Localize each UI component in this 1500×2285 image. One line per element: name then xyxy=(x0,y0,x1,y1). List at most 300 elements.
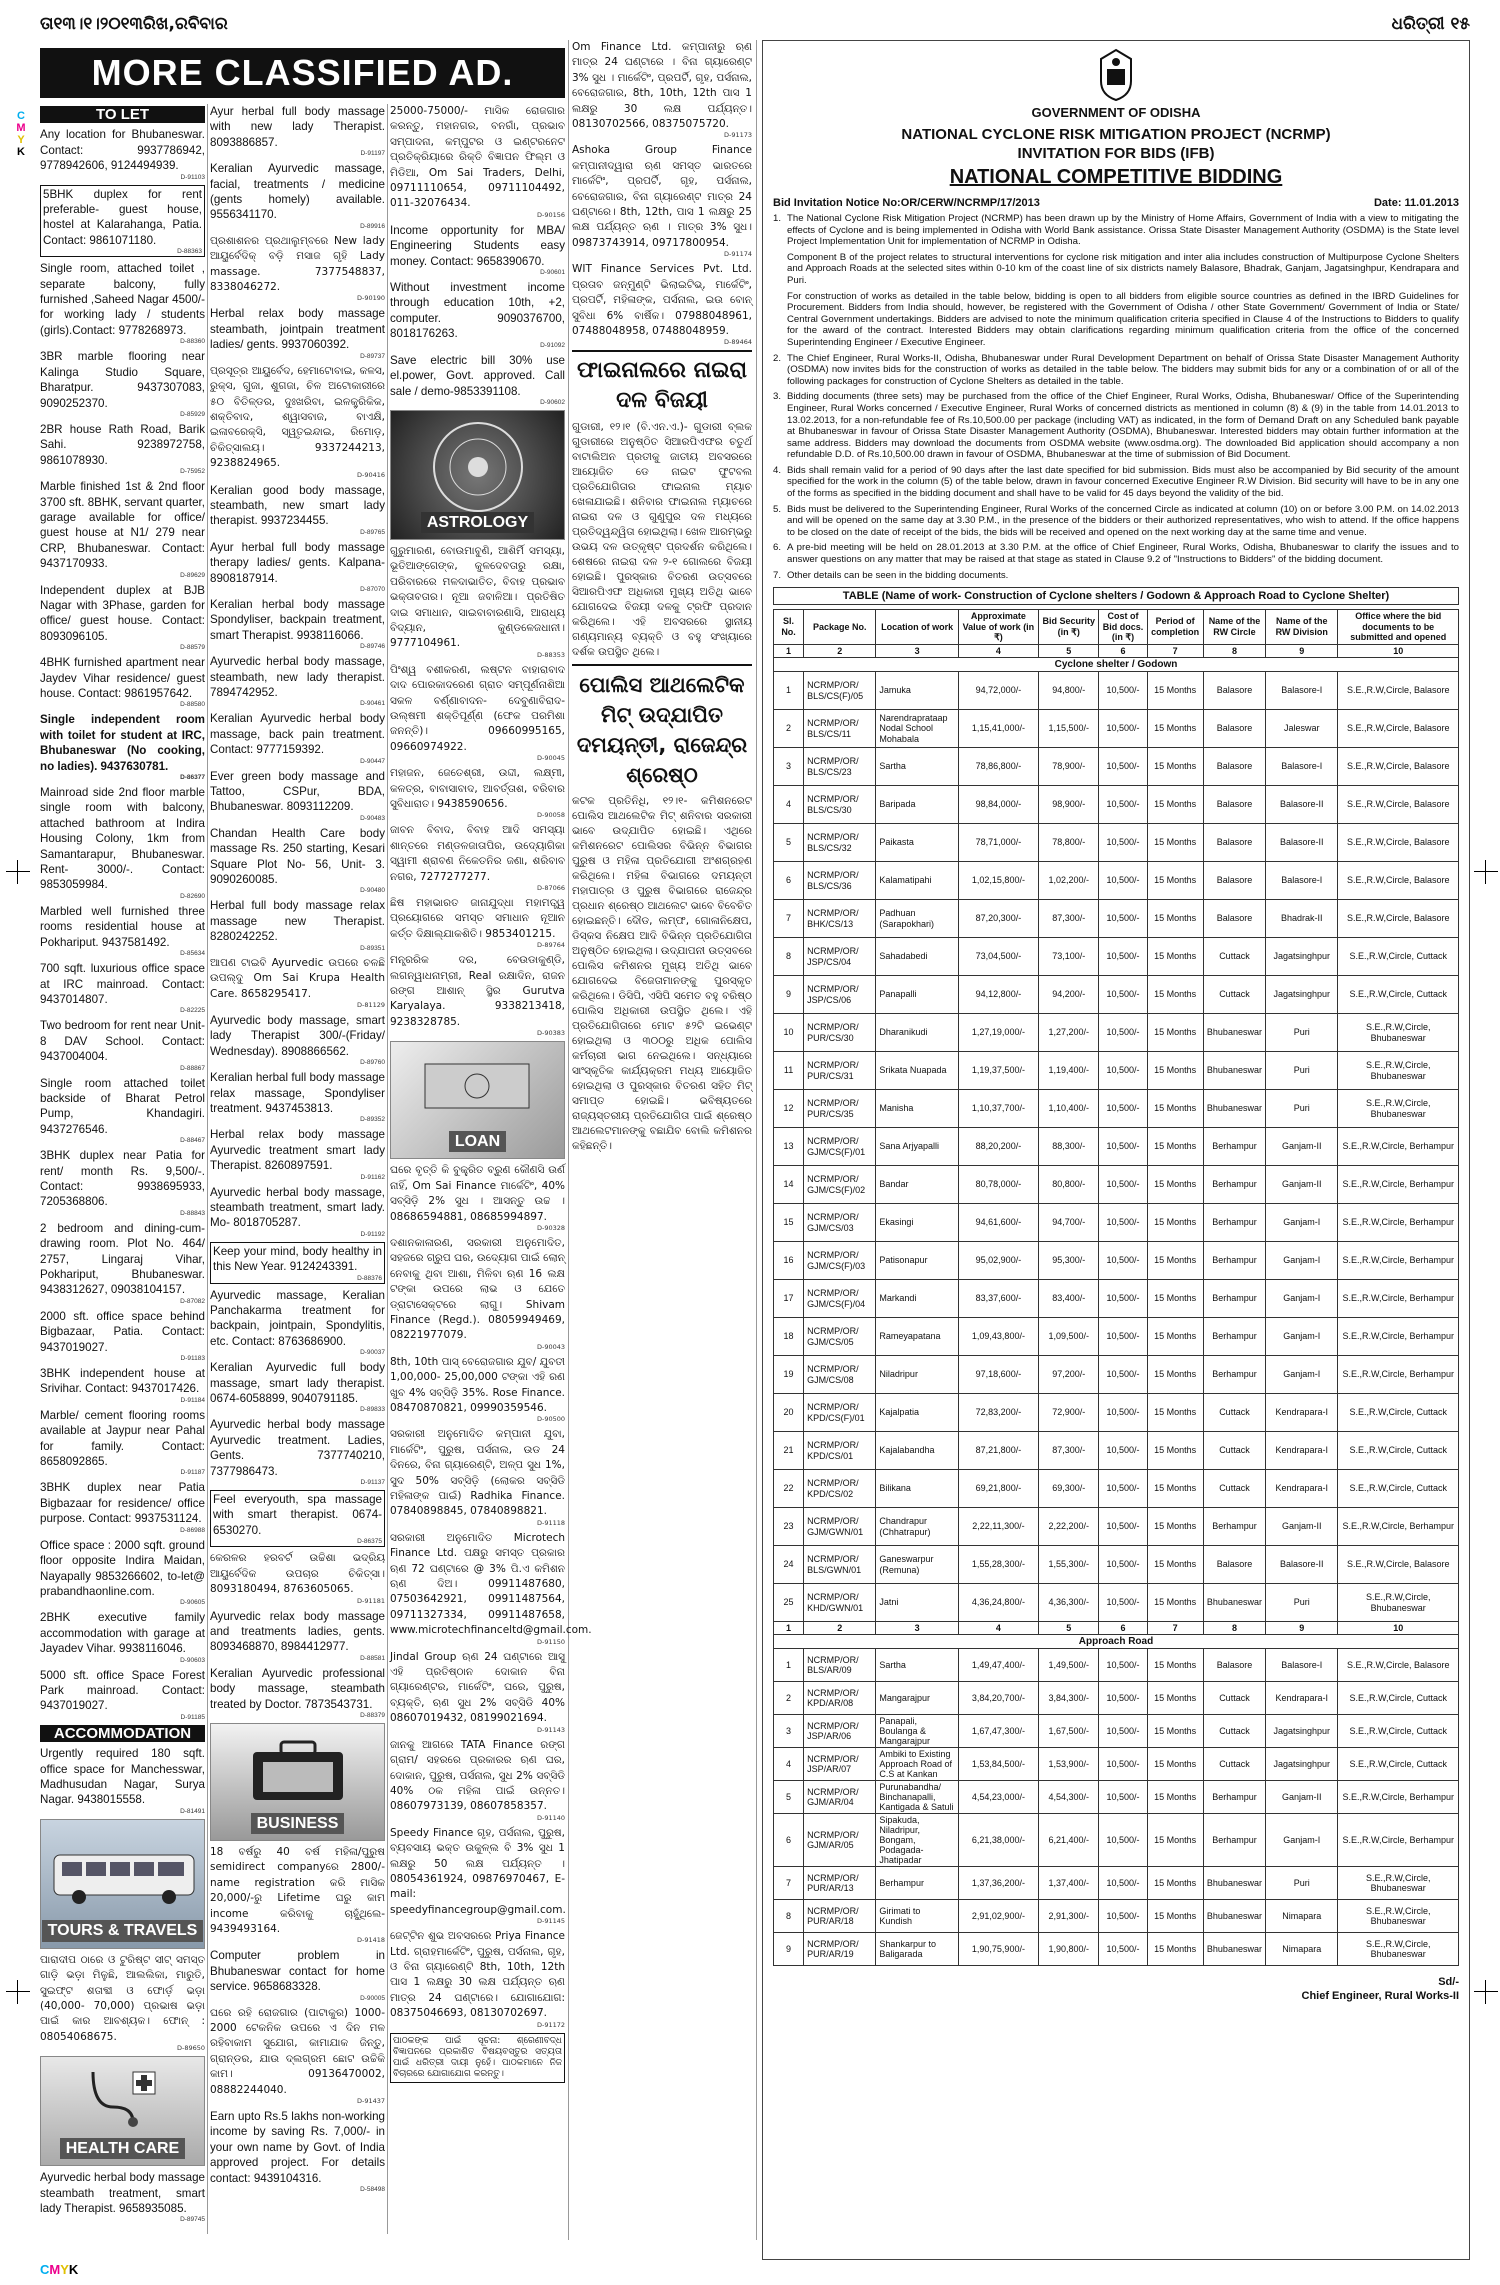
table-cell: 15 Months xyxy=(1147,672,1203,710)
table-cell: NCRMP/OR/ BLS/CS/23 xyxy=(804,748,876,786)
ad-text: Office space : 2000 sqft. ground floor opposite Indira Maidan, Nayapally 9853266602, to-let@ prabandhaonline.com. xyxy=(40,1538,205,1598)
table-cell: Cuttack xyxy=(1203,1470,1265,1508)
classified-ad xyxy=(390,1236,565,1351)
table-cell: Sartha xyxy=(876,748,958,786)
ad-code: D-90156 xyxy=(536,210,565,219)
ad-text: 2BR house Rath Road, Barik Sahi. 9238972758, 9861078930. xyxy=(40,422,205,467)
table-cell: Kendrapara-I xyxy=(1266,1432,1338,1470)
table-cell: 15 Months xyxy=(1147,1052,1203,1090)
ad-code: D-85929 xyxy=(180,410,205,418)
classified-ad xyxy=(40,261,205,345)
classified-ad xyxy=(390,280,565,349)
ad-code: D-90328 xyxy=(536,1223,565,1232)
ad-text: Keralian herbal full body massage relax massage, Spondyliser treatment. 9437453813. xyxy=(210,1071,385,1115)
ad-text: Herbal full body massage relax massage new Therapist. 8280242252. xyxy=(210,899,385,944)
subheading-cell: Approach Road xyxy=(774,1635,1459,1649)
table-row xyxy=(774,862,1459,900)
table-cell: 1,55,300/- xyxy=(1039,1546,1099,1584)
column-number: 2 xyxy=(804,1622,876,1635)
table-cell: 1,37,400/- xyxy=(1039,1867,1099,1900)
table-cell: NCRMP/OR/ KPD/CS/02 xyxy=(804,1470,876,1508)
para-text: For construction of works as detailed in the table below, bidding is open to all bidders from eligible source countries as defined in the IBRD Guidelines for Procurement. Bidders from India should, however, be registered with the Government of Odisha / other State Government/ Government of India or State/ Central Government undertakings. Bidders are advised to note the minimum qualification criteria specified in Clause 4 of the Instructions to Bidders to qualify for the award of the contract. Interested Bidders may obtain clarifications regarding minimum qualification criteria from the office of the concerned Superintending Engineer / Executive Engineer. xyxy=(787,290,1459,348)
table-cell: Narendraprataap Nodal School Mohabala xyxy=(876,710,958,748)
column-number: 3 xyxy=(876,644,958,658)
ad-code: D-91118 xyxy=(536,1518,565,1527)
table-cell: Ganjam-I xyxy=(1266,1356,1338,1394)
classified-ad xyxy=(390,896,565,949)
stethoscope-icon xyxy=(83,2067,163,2127)
ad-text: Urgently required 180 sqft. office space for Manchesswar, Madhusudan Nagar, Surya Nagar. 9438015558. xyxy=(40,1747,205,1807)
headline-football: ଫାଇନାଲରେ ନାଇରା ଦଳ ବିଜୟୀ xyxy=(572,350,752,416)
classified-ad xyxy=(40,422,205,475)
health-care-image xyxy=(40,2056,205,2166)
table-cell: 10,500/- xyxy=(1099,976,1147,1014)
table-cell: S.E.,R.W,Circle, Balasore xyxy=(1338,672,1459,710)
table-cell: 8 xyxy=(774,938,804,976)
table-row xyxy=(774,1128,1459,1166)
table-cell: Berhampur xyxy=(1203,1781,1265,1814)
ad-code: D-85634 xyxy=(180,950,205,958)
table-cell: Bhubaneswar xyxy=(1203,1014,1265,1052)
bid-notice-line xyxy=(773,197,1459,209)
table-cell: 15 Months xyxy=(1147,1900,1203,1933)
ad-code: D-58498 xyxy=(360,2186,385,2194)
classified-ad xyxy=(572,40,752,139)
table-cell: 10,500/- xyxy=(1099,1128,1147,1166)
table-cell: 15 Months xyxy=(1147,1508,1203,1546)
table-cell: 7 xyxy=(774,1867,804,1900)
table-cell: Cuttack xyxy=(1203,976,1265,1014)
table-cell: 10,500/- xyxy=(1099,1052,1147,1090)
table-cell: 98,900/- xyxy=(1039,786,1099,824)
classified-ad xyxy=(40,479,205,578)
table-cell: 15 Months xyxy=(1147,1748,1203,1781)
table-cell: 15 Months xyxy=(1147,1933,1203,1966)
ad-code: D-91092 xyxy=(540,341,565,349)
table-cell: 15 Months xyxy=(1147,1280,1203,1318)
table-cell: 10,500/- xyxy=(1099,824,1147,862)
classified-ad xyxy=(390,1531,592,1646)
table-cell: 15 Months xyxy=(1147,1166,1203,1204)
ad-text: Ayurvedic herbal body massage, steambath treatment, smart lady. Mo- 8018705287. xyxy=(210,1185,385,1230)
health-ad: Ayurvedic herbal body massage steambath treatment, smart lady Therapist. 9658935085. D-89745 xyxy=(40,2171,205,2224)
classified-ad xyxy=(390,1826,565,1925)
classified-ad xyxy=(210,1948,385,2001)
table-cell: 10,500/- xyxy=(1099,786,1147,824)
table-cell: Kajalabandha xyxy=(876,1432,958,1470)
ad-text: Keralian Ayurvedic massage, facial, treatments / medicine (gents homely) available. 9556341170. xyxy=(210,162,385,222)
ad-text: Ayur herbal full body massage therapy ladies/ gents. Kalpana- 8908187914. xyxy=(210,540,385,585)
table-cell: Jagatsinghpur xyxy=(1266,1715,1338,1748)
table-cell: Jagatsinghpur xyxy=(1266,938,1338,976)
classified-ad xyxy=(210,2006,385,2105)
ad-code: D-81129 xyxy=(356,1000,385,1009)
table-cell: 1,37,36,200/- xyxy=(958,1867,1038,1900)
ad-code: D-89352 xyxy=(360,1116,385,1124)
table-cell: 21 xyxy=(774,1432,804,1470)
table-cell: 15 Months xyxy=(1147,1090,1203,1128)
tender-paragraph xyxy=(773,291,1459,349)
table-cell: 1,53,84,500/- xyxy=(958,1748,1038,1781)
table-cell: Jaleswar xyxy=(1266,710,1338,748)
registration-mark xyxy=(1474,1980,1498,2004)
table-cell: Padhuan (Sarapokhari) xyxy=(876,900,958,938)
table-cell: Cuttack xyxy=(1203,1432,1265,1470)
table-cell: Puri xyxy=(1266,1867,1338,1900)
table-cell: S.E.,R.W,Circle, Cuttack xyxy=(1338,976,1459,1014)
table-cell: 15 Months xyxy=(1147,900,1203,938)
astrology-label: ASTROLOGY xyxy=(421,512,534,533)
table-row xyxy=(774,1781,1459,1814)
table-cell: 2,22,11,300/- xyxy=(958,1508,1038,1546)
ad-text: Two bedroom for rent near Unit-8 DAV School. Contact: 9437004004. xyxy=(40,1019,205,1064)
table-cell: 15 Months xyxy=(1147,1432,1203,1470)
table-cell: Kendrapara-I xyxy=(1266,1394,1338,1432)
ad-code: D-90480 xyxy=(360,887,385,895)
table-cell: Srikata Nuapada xyxy=(876,1052,958,1090)
para-text: The Chief Engineer, Rural Works-II, Odisha, Bhubaneswar under Rural Development Department on behalf of Orissa State Disaster Management Authority (OSDMA) now invites bids for the construction of works as detailed in the table below. The bidders may submit bids for any or a combination of or all of the following packages for construction of Cyclone Shelters as detailed in the table. xyxy=(787,352,1459,387)
business-ads-list xyxy=(210,1845,385,2193)
table-cell: 11 xyxy=(774,1052,804,1090)
column-number: 5 xyxy=(1039,1622,1099,1635)
table-cell: S.E.,R.W,Circle, Balasore xyxy=(1338,824,1459,862)
table-cell: Puri xyxy=(1266,1090,1338,1128)
ad-code: D-89464 xyxy=(723,338,752,347)
classified-ad xyxy=(40,185,205,258)
classified-ad xyxy=(210,1242,385,1284)
table-cell: 10,500/- xyxy=(1099,900,1147,938)
ad-code: D-91145 xyxy=(536,1917,565,1926)
table-cell: 73,100/- xyxy=(1039,938,1099,976)
classified-ad xyxy=(210,654,385,707)
ad-code: D-91181 xyxy=(356,1596,385,1605)
column-header: Office where the bid documents to be submitted and opened xyxy=(1338,610,1459,645)
ad-text: Save electric bill 30% use el.power, Govt. approved. Call sale / demo-9853391108. xyxy=(390,353,565,398)
column-number: 3 xyxy=(876,1622,958,1635)
ad-text: 3BHK independent house at Srivihar. Contact: 9437017426. xyxy=(40,1367,205,1396)
table-cell: 18 xyxy=(774,1318,804,1356)
ad-text: ପିଂଶ୍ୱ ବଶୀକରଣ, ଲଷ୍ଟନ ବାହାରାବାଦ ଦାଦ ପୋରକାଦରେଣ ଗ୍ରାତ ସମ୍ପୂର୍ଣନାଶିଆ ସକଳ ବର୍ଣ୍ଣାବାଦନ- ଦେବୁଣାବିରାଦ- ଉଲ୍ଷମୀ ଶକ୍ତିପୂର୍ଣ୍ଣ (ଫେକ ପରମିଶା ଜନନ୍ତି)। 09660995165, 09660974922. xyxy=(390,663,565,753)
table-cell: Kendrapara-I xyxy=(1266,1470,1338,1508)
para-text: The National Cyclone Risk Mitigation Project (NCRMP) has been drawn up by the Ministry of Home Affairs, Government of India with a view to mitigating the effects of Cyclone and is being implemented in Odisha with World Bank assistance. Orissa State Disaster Management Authority (OSDMA) is the State level Project Implementation Unit for implementation of NCRMP in Odisha. xyxy=(787,213,1459,248)
table-cell: S.E.,R.W,Circle, Berhampur xyxy=(1338,1280,1459,1318)
table-cell: 94,12,800/- xyxy=(958,976,1038,1014)
ad-text: Without investment income through education 10th, +2, computer. 9090376700, 8018176263. xyxy=(390,281,565,341)
table-cell: Berhampur xyxy=(1203,1204,1265,1242)
table-row xyxy=(774,1166,1459,1204)
table-cell: 1 xyxy=(774,672,804,710)
ad-code: D-91192 xyxy=(360,1230,385,1238)
table-cell: S.E.,R.W,Circle, Bhubaneswar xyxy=(1338,1867,1459,1900)
table-cell: S.E.,R.W,Circle, Cuttack xyxy=(1338,1682,1459,1715)
ad-code: D-89764 xyxy=(536,941,565,950)
table-cell: Berhampur xyxy=(1203,1318,1265,1356)
headline-athletic-meet: ପୋଲିସ ଆଥଲେଟିକ ମିଟ୍ ଉଦ୍‌ଯାପିତ ଦମୟନ୍ତୀ, ରାଜେନ୍ଦ୍ର ଶ୍ରେଷ୍ଠ xyxy=(572,664,752,790)
ad-code: D-90605 xyxy=(180,1599,205,1607)
table-cell: 1,67,47,300/- xyxy=(958,1715,1038,1748)
table-cell: 78,71,000/- xyxy=(958,824,1038,862)
ad-code: D-87066 xyxy=(536,884,565,893)
para-text: Component B of the project relates to structural interventions for cyclone risk mitigation and inter alia includes construction of Multipurpose Cyclone Shelters and Approach Roads at the selected sites within 0-10 km of the coast line of six districts namely Balasore, Bhadrak, Ganjam, Jagatsinghpur, Kendrapara and Puri. xyxy=(787,251,1459,286)
table-cell: 12 xyxy=(774,1090,804,1128)
massage-ads-list xyxy=(210,104,385,1719)
table-cell: 1,19,400/- xyxy=(1039,1052,1099,1090)
table-cell: Ganjam-I xyxy=(1266,1242,1338,1280)
table-row xyxy=(774,1090,1459,1128)
table-cell: 10,500/- xyxy=(1099,1933,1147,1966)
table-cell: 1,19,37,500/- xyxy=(958,1052,1038,1090)
table-cell: 88,300/- xyxy=(1039,1128,1099,1166)
table-cell: 2,91,300/- xyxy=(1039,1900,1099,1933)
classified-ad xyxy=(390,1163,565,1232)
classified-ad xyxy=(40,655,205,708)
table-cell: 15 Months xyxy=(1147,1242,1203,1280)
table-row xyxy=(774,1280,1459,1318)
ad-code: D-86377 xyxy=(180,774,205,782)
table-body xyxy=(774,658,1459,1966)
table-cell: 1,10,400/- xyxy=(1039,1090,1099,1128)
table-cell: Manisha xyxy=(876,1090,958,1128)
classified-ad xyxy=(210,769,385,822)
table-cell: NCRMP/OR/ GJM/CS/03 xyxy=(804,1204,876,1242)
table-cell: 5 xyxy=(774,824,804,862)
table-cell: 2,22,200/- xyxy=(1039,1508,1099,1546)
table-cell: 15 Months xyxy=(1147,1814,1203,1867)
ad-code: D-90043 xyxy=(536,1342,565,1351)
table-cell: Berhampur xyxy=(1203,1242,1265,1280)
table-cell: Berhampur xyxy=(1203,1166,1265,1204)
ad-text: 5BHK duplex for rent preferable- guest house, hostel at Kalarahanga, Patia. Contact: 9861071180. xyxy=(43,187,202,247)
table-cell: S.E.,R.W,Circle, Cuttack xyxy=(1338,1748,1459,1781)
table-cell: 9 xyxy=(774,1933,804,1966)
ad-text: Marble/ cement flooring rooms available at Jaypur near Pahal for family. Contact: 8658092865. xyxy=(40,1408,205,1469)
ad-text: ସରକାରୀ ଅନୁମୋଦିତ କମ୍ପାନୀ ଯୁବା, ମାର୍କେଟିଂ, ପୁରୁଷ, ପର୍ସନାଲ, ଉଡ 24 ଦିନରେ, ବିନା ଗ୍ୟାରେଣ୍ଟି, ଅଳ୍ପ ସୁଧ 1%, ସୁଦ 50% ସବ୍ସିଡ଼ି (ଲୋକର ସବ୍ସିଡି ମହିଳାଙ୍କ ପାଇଁ) Radhika Finance. 07840898845, 07840898821. xyxy=(390,1428,565,1518)
ad-code: D-88581 xyxy=(360,1654,385,1662)
para-text: Other details can be seen in the bidding documents. xyxy=(787,569,1009,581)
table-cell: 10,500/- xyxy=(1099,1546,1147,1584)
table-cell: Niladripur xyxy=(876,1356,958,1394)
para-text: A pre-bid meeting will be held on 28.01.2013 at 3.30 P.M. at the office of Chief Engineer, Rural Works, Odisha, Bhubaneswar to clarify the issues and to answer questions on any matter that may be raised at that stage as stated in Clause 9.2 of "Instructions to Bidders" of the bidding document. xyxy=(787,542,1459,566)
column-number: 4 xyxy=(958,644,1038,658)
table-cell: NCRMP/OR/ KPD/AR/08 xyxy=(804,1682,876,1715)
table-cell: S.E.,R.W,Circle, Bhubaneswar xyxy=(1338,1090,1459,1128)
to-let-list xyxy=(40,127,205,1720)
table-cell: 19 xyxy=(774,1356,804,1394)
table-cell: NCRMP/OR/ PUR/AR/19 xyxy=(804,1933,876,1966)
ad-text: Ayur herbal full body massage with new lady Therapist. 8093886857. xyxy=(210,105,385,149)
table-cell: S.E.,R.W,Circle, Bhubaneswar xyxy=(1338,1900,1459,1933)
table-cell: S.E.,R.W,Circle, Cuttack xyxy=(1338,938,1459,976)
table-cell: NCRMP/OR/ BLS/AR/09 xyxy=(804,1649,876,1682)
finance-ads-list xyxy=(572,40,752,346)
ad-code: D-88379 xyxy=(360,1711,385,1719)
ad-text: Ayurvedic herbal body massage, steambath, new lady therapist. 7894742952. xyxy=(210,655,385,699)
table-cell: 83,400/- xyxy=(1039,1280,1099,1318)
table-cell: NCRMP/OR/ GJM/AR/04 xyxy=(804,1781,876,1814)
ad-code: D-91150 xyxy=(536,1637,565,1646)
ad-text: Marbled well furnished three rooms residential house at Pokhariput. 9437581492. xyxy=(40,904,205,949)
classified-ad xyxy=(390,663,565,762)
classified-ad xyxy=(210,1551,385,1604)
column-number: 5 xyxy=(1039,644,1099,658)
table-cell: NCRMP/OR/ BLS/CS/36 xyxy=(804,862,876,900)
ad-text: Keralian good body massage, steambath, new smart lady therapist. 9937234455. xyxy=(210,483,385,528)
table-cell: 10,500/- xyxy=(1099,1584,1147,1622)
registration-mark xyxy=(6,860,30,884)
table-cell: Sahadabedi xyxy=(876,938,958,976)
table-row xyxy=(774,1394,1459,1432)
ad-code: D-90447 xyxy=(360,757,385,765)
classified-ad xyxy=(390,1427,565,1526)
table-cell: Balasore-I xyxy=(1266,1649,1338,1682)
table-cell: 73,04,500/- xyxy=(958,938,1038,976)
table-cell: Cuttack xyxy=(1203,938,1265,976)
table-cell: 1,02,15,800/- xyxy=(958,862,1038,900)
table-cell: Sana Arjyapalli xyxy=(876,1128,958,1166)
table-cell: 1,67,500/- xyxy=(1039,1715,1099,1748)
table-cell: 1 xyxy=(774,1649,804,1682)
story-football: ଗୁଡାରୀ, ୧୨।୧ (ବି.ଏନ.ଏ.)- ଗୁଡାରୀ ବ୍ଲକ ଗୁଡାରୀରେ ଅନୁଷ୍ଠିତ ସିଆରପିଏଫର ଚତୁର୍ଥ ବାଟାଲିଅନ ପ୍ରତୀକୁ ଜାତୀୟ ଅବସରରେ ଆୟୋଜିତ ଡେ ନାଇଟ ଫୁଟବଲ ପ୍ରତିଯୋଗିତାର ଫାଇନାଲ ମ୍ୟାଚ ଖେଳାଯାଇଛି। ଶନିବାର ଫାଇନାଲ ମ୍ୟାଚରେ ନାଇରା ଦଳ ଓ ଗୁଣୁପୁର ଦଳ ମଧ୍ୟରେ ପ୍ରତିଦ୍ୱନ୍ଦ୍ୱିତା ହୋଇଥିଲା। ଖେଳ ଆରମ୍ଭରୁ ଉଭୟ ଦଳ ଉତ୍କୃଷ୍ଟ ପ୍ରଦର୍ଶନ କରିଥିଲେ। ଶେଷରେ ନାଇରା ଦଳ ୨-୧ ଗୋଲରେ ବିଜୟୀ ହୋଇଛି। ପୁରସ୍କାର ବିତରଣ ଉତ୍ସବରେ ସିଆରପିଏଫ ଅଧିକାରୀ ମୁଖ୍ୟ ଅତିଥି ଭାବେ ଯୋଗଦେଇ ବିଜୟୀ ଦଳକୁ ଟ୍ରଫି ପ୍ରଦାନ କରିଥିଲେ। ଏହି ଅବସରରେ ସ୍ଥାନୀୟ ଗଣ୍ୟମାନ୍ୟ ବ୍ୟକ୍ତି ଓ ବହୁ ସଂଖ୍ୟାରେ ଦର୍ଶକ ଉପସ୍ଥିତ ଥିଲେ। xyxy=(572,421,752,659)
table-cell: 15 Months xyxy=(1147,1014,1203,1052)
ad-text: 3BHK duplex near Patia Bigbazaar for residence/ office purpose. Contact: 9937531124. xyxy=(40,1481,205,1526)
table-row xyxy=(774,824,1459,862)
table-cell: 95,02,900/- xyxy=(958,1242,1038,1280)
table-cell: 78,86,800/- xyxy=(958,748,1038,786)
table-cell: 6,21,38,000/- xyxy=(958,1814,1038,1867)
table-cell: Cuttack xyxy=(1203,1748,1265,1781)
classified-ad xyxy=(40,1309,205,1362)
para-number: 2. xyxy=(773,352,782,364)
table-cell: 72,900/- xyxy=(1039,1394,1099,1432)
table-cell: 88,20,200/- xyxy=(958,1128,1038,1166)
table-cell: 10,500/- xyxy=(1099,1867,1147,1900)
table-cell: 15 Months xyxy=(1147,748,1203,786)
classified-ad xyxy=(210,1185,385,1238)
classified-ad xyxy=(40,1221,205,1305)
ad-text: ଗୁରୁମାରଣ, ବୋଉମାବୁଣି, ଆଶିର୍ମି ସମସ୍ୟା, ଭୂତିଆଙ୍ଗେଙ୍କ, କୁଳଦେବତାରୁ ରକ୍ଷା, ପରିବାରରେ ମଳଦାଭାତିତ, ବିବାହ ପ୍ରଭାବ ଭକ୍ତାବତାର। ନୂଆ ଜବାଳିଆ। ପ୍ରତିଷିତ ଦାଇ ସମାଧାନ, ସାଇବାବାରଣାସି, ଆରାଧ୍ୟ ବିଦ୍ୟାନ, କୁଣ୍ଡଳେଜଧାନୀ। 9777104961. xyxy=(390,544,565,650)
table-cell: Bhubaneswar xyxy=(1203,1090,1265,1128)
table-cell: 3 xyxy=(774,748,804,786)
classified-ad xyxy=(210,234,385,303)
table-cell: 10,500/- xyxy=(1099,1748,1147,1781)
finance-column xyxy=(390,104,592,2234)
table-cell: 10,500/- xyxy=(1099,1900,1147,1933)
table-cell: 15 Months xyxy=(1147,976,1203,1014)
tours-label: TOURS & TRAVELS xyxy=(42,1920,204,1941)
table-cell: 94,700/- xyxy=(1039,1204,1099,1242)
table-cell: 17 xyxy=(774,1280,804,1318)
table-cell: 10,500/- xyxy=(1099,1356,1147,1394)
cmyk-strip: C M Y K xyxy=(16,110,26,158)
table-cell: 23 xyxy=(774,1508,804,1546)
table-cell: 10,500/- xyxy=(1099,1204,1147,1242)
table-cell: 97,200/- xyxy=(1039,1356,1099,1394)
classified-ad xyxy=(40,1480,205,1533)
classified-ad xyxy=(40,904,205,957)
column-header: Bid Security (in ₹) xyxy=(1039,610,1099,645)
table-cell: 10,500/- xyxy=(1099,1394,1147,1432)
table-cell: 15 Months xyxy=(1147,786,1203,824)
para-text: Bidding documents (three sets) may be purchased from the office of the Chief Engineer, Rural Works, Odisha, Bhubaneswar/ Office of the Superintending Engineer, Rural Works concerned / Executive Engineer, Rural Works of concerned districts as mentioned in column (8) & (9) in the table from 14.01.2013 to 13.02.2013, for a non-refundable fee of Rs.10,500.00 per package (including VAT) as indicated, in the form of Demand Draft on any Scheduled bank payable at Bhubaneswar in favour of Orissa State Disaster Management Authority (OSDMA), Bhubaneswar. Interested bidders may obtain further information at the same address. Bidders may download the documents from OSDMA website (www.osdma.org). The downloaded Bid application should accompany a non refundable D.D. of Rs.10,500.00 drawn in favour of OSDMA, Bhubaneswar at the time of submission of Bid Document. xyxy=(787,391,1459,461)
table-cell: Jamuka xyxy=(876,672,958,710)
ad-text: Income opportunity for MBA/ Engineering Students easy money. Contact: 9658390670. xyxy=(390,223,565,268)
ad-code: D-90005 xyxy=(360,1994,385,2002)
ad-text: ଜାନକୁ ଆଗରେ TATA Finance ରଙ୍ଗ ଗ୍ରାମ/ ସହରରେ ପ୍ରକାରର ଋଣ ଘର, ଦୋକାନ, ପୁରୁଷ, ପର୍ସନାଲ, ସୁଧ 2% ସବ୍ସିଡି 40% ଠକ ମହିଳା ପାଇଁ ଉନ୍ନତ। 08607973139, 08607858357. xyxy=(390,1738,565,1813)
table-row xyxy=(774,1933,1459,1966)
ad-code: D-90383 xyxy=(536,1029,565,1038)
ad-code: D-90483 xyxy=(360,814,385,822)
classified-ad xyxy=(210,1490,385,1547)
ad-code: D-91184 xyxy=(180,1396,205,1404)
table-cell: 10,500/- xyxy=(1099,1242,1147,1280)
ad-text: ଘରେ ବୃତ୍ତି କି ବୁକ୍ତ୍ରିତ ବ୍ରୁଣ କୌଣସି ଉର୍ଣ ନାହିଁ, Om Sai Finance ମାର୍କେଟିଂ, 40% ସବ୍ସିଡ଼ି 2% ସୁଧ । ଆସନ୍ତୁ ଉଚ୍ଚ । 08686594881, 08685994897. xyxy=(390,1164,565,1223)
table-cell: Bhubaneswar xyxy=(1203,1584,1265,1622)
project-name: NATIONAL CYCLONE RISK MITIGATION PROJECT (NCRMP) xyxy=(901,126,1331,143)
classified-ad xyxy=(40,1408,205,1477)
ad-code: D-88467 xyxy=(180,1137,205,1145)
ad-text: Mainroad side 2nd floor marble single room with balcony, attached bathroom at Indira Housing Colony, 1km from Samantarapur, Bhubaneswar. Rent- 3000/-. Contact: 9853059984. xyxy=(40,786,205,892)
ad-text: Keep your mind, body healthy in this New Year. 9124243391. xyxy=(213,1244,382,1274)
table-cell: NCRMP/OR/ GJM/CS/08 xyxy=(804,1356,876,1394)
ad-code: D-88580 xyxy=(180,701,205,709)
para-number: 7. xyxy=(773,569,782,581)
table-cell: 1,53,900/- xyxy=(1039,1748,1099,1781)
classified-ad xyxy=(390,1355,565,1424)
table-cell: Puri xyxy=(1266,1014,1338,1052)
table-cell: 15 Months xyxy=(1147,1470,1203,1508)
table-cell: 2 xyxy=(774,1682,804,1715)
table-cell: Balasore xyxy=(1203,710,1265,748)
table-cell: S.E.,R.W,Circle, Balasore xyxy=(1338,710,1459,748)
table-cell: 1,09,43,800/- xyxy=(958,1318,1038,1356)
tender-paragraphs xyxy=(773,213,1459,581)
table-cell: 4,54,300/- xyxy=(1039,1781,1099,1814)
ad-code: D-90045 xyxy=(536,754,565,763)
table-cell: 80,78,000/- xyxy=(958,1166,1038,1204)
table-cell: Balasore xyxy=(1203,1546,1265,1584)
column-number: 9 xyxy=(1266,644,1338,658)
classified-ad xyxy=(40,785,205,900)
ad-text: ମନ୍ତ୍ରରିକ ଦର, ବେଉଡାକୁଣ୍ଡି, ଲଗନ୍ୱାଧନାମ୍ରୀ, Real ରକ୍ଷାଦିନ, ରାଜନ ରଙ୍ଗ ଆଶାନ୍ ସ୍ଥିର Gurutva Karyalaya. 9338213418, 9238328785. xyxy=(390,954,565,1028)
table-cell: Bhubaneswar xyxy=(1203,1933,1265,1966)
table-cell: 10,500/- xyxy=(1099,710,1147,748)
signature-sd: Sd/- xyxy=(1438,1976,1459,1989)
tender-paragraph xyxy=(773,465,1459,500)
ad-code: D-89351 xyxy=(360,944,385,952)
subheading-cell: Cyclone shelter / Godown xyxy=(774,658,1459,672)
table-cell: 15 Months xyxy=(1147,1394,1203,1432)
para-number: 6. xyxy=(773,542,782,554)
table-cell: Kendrapara-I xyxy=(1266,1682,1338,1715)
ad-code: D-91103 xyxy=(180,173,205,181)
classified-ad xyxy=(210,364,385,479)
para-number: 3. xyxy=(773,391,782,403)
ad-text: Ayurvedic body massage, smart lady Therapist 300/-(Friday/ Wednesday). 8908866562. xyxy=(210,1013,385,1058)
table-row xyxy=(774,1318,1459,1356)
ad-code: D-88360 xyxy=(180,338,205,346)
ad-text: Feel everyouth, spa massage with smart therapist. 0674-6530270. xyxy=(213,1493,382,1537)
table-cell: Mangarajpur xyxy=(876,1682,958,1715)
table-cell: 94,800/- xyxy=(1039,672,1099,710)
table-cell: 3,84,20,700/- xyxy=(958,1682,1038,1715)
column-header: Location of work xyxy=(876,610,958,645)
column-number: 6 xyxy=(1099,1622,1147,1635)
table-cell: Ganjam-II xyxy=(1266,1166,1338,1204)
table-cell: NCRMP/OR/ JSP/AR/07 xyxy=(804,1748,876,1781)
classified-ad xyxy=(210,306,385,359)
table-cell: Markandi xyxy=(876,1280,958,1318)
table-cell: Paikasta xyxy=(876,824,958,862)
